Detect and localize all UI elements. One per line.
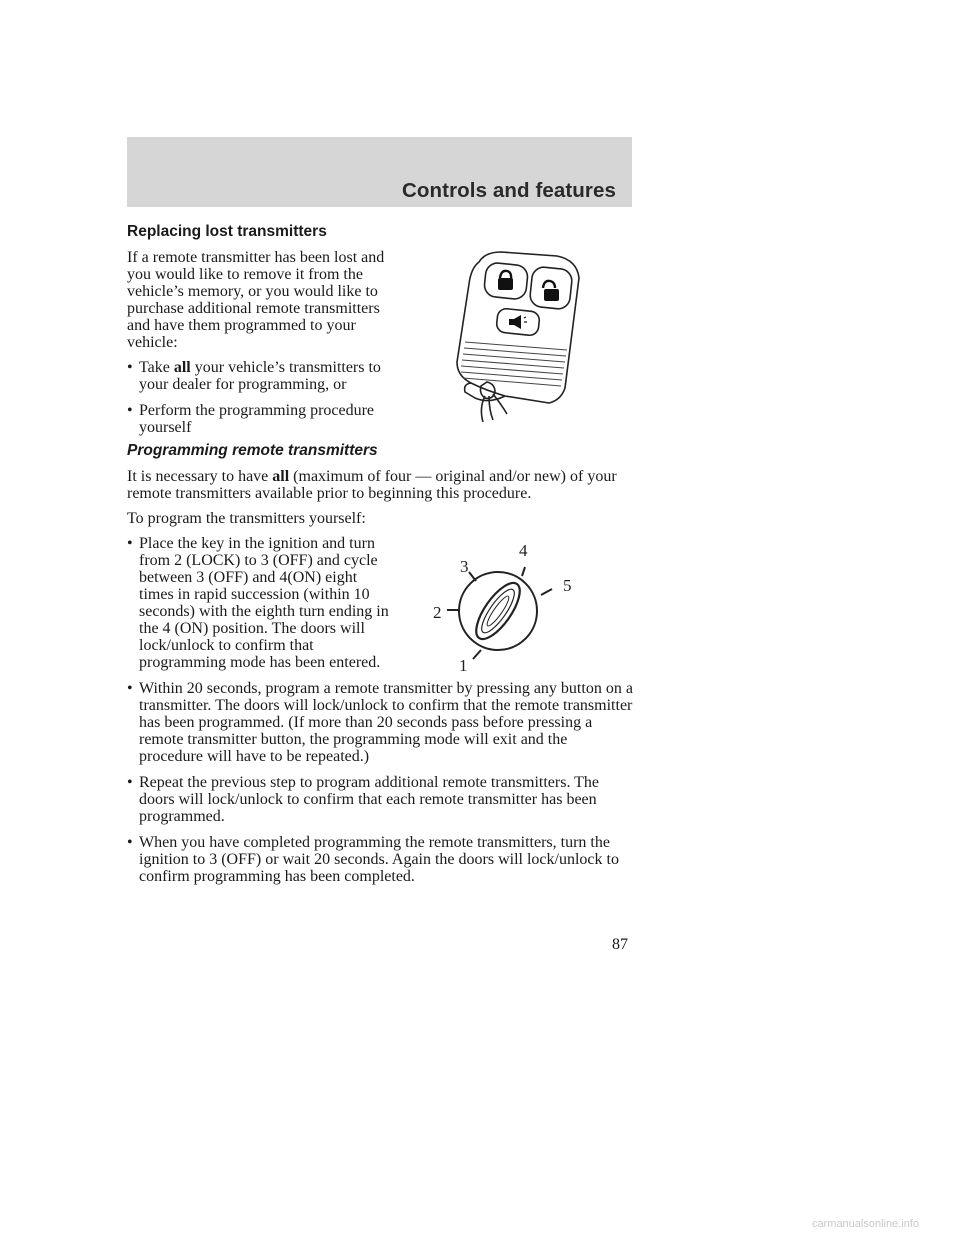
replacing-intro: If a remote transmitter has been lost and you would like to remove it from the vehicle’s memory, or you would like to purchase additional remote transmitters and have them programmed to your vehicle: [127,249,385,351]
section-title: Controls and features [402,179,616,202]
position-label-5: 5 [563,576,572,595]
list-item: • When you have completed programming the remote transmitters, turn the ignition to 3 (OFF) or wait 20 seconds. Again the doors will lock/unlock to confirm programming has been completed. [127,834,635,885]
list-item: • Within 20 seconds, program a remote transmitter by pressing any button on a transmitter. The doors will lock/unlock to confirm that the remote transmitter has been programmed. (If more than 20 seconds pass before pressing a remote transmitter button, the programming mode will exit and the procedure will have to be repeated.) [127,680,635,765]
necessary-paragraph: It is necessary to have all (maximum of four — original and/or new) of your remote transmitters available prior to beginning this procedure. [127,468,617,502]
header-band [127,137,632,207]
replacing-options-list [127,359,635,436]
position-label-2: 2 [433,603,442,622]
position-label-3: 3 [460,557,469,576]
page-number: 87 [612,936,628,953]
replacing-heading: Replacing lost transmitters [127,223,327,240]
list-item: • Perform the programming procedure yourself [127,402,394,436]
watermark: carmanualsonline.info [812,1218,920,1230]
programming-heading: Programming remote transmitters [127,442,378,459]
programming-steps-list [127,535,635,885]
list-item: • Place the key in the ignition and turn from 2 (LOCK) to 3 (OFF) and cycle between 3 (OFF) and 4(ON) eight times in rapid succession (within 10 seconds) with the eighth turn ending in the 4 (ON) position. The doors will lock/unlock to confirm that programming mode has been entered. [127,535,394,671]
list-item: • Repeat the previous step to program additional remote transmitters. The doors will lock/unlock to confirm that each remote transmitter has been programmed. [127,774,635,825]
to-program-intro: To program the transmitters yourself: [127,510,366,527]
position-label-4: 4 [519,541,528,560]
page-content [127,222,635,894]
position-label-1: 1 [459,656,468,675]
list-item: • Take all your vehicle’s transmitters to your dealer for programming, or [127,359,394,393]
